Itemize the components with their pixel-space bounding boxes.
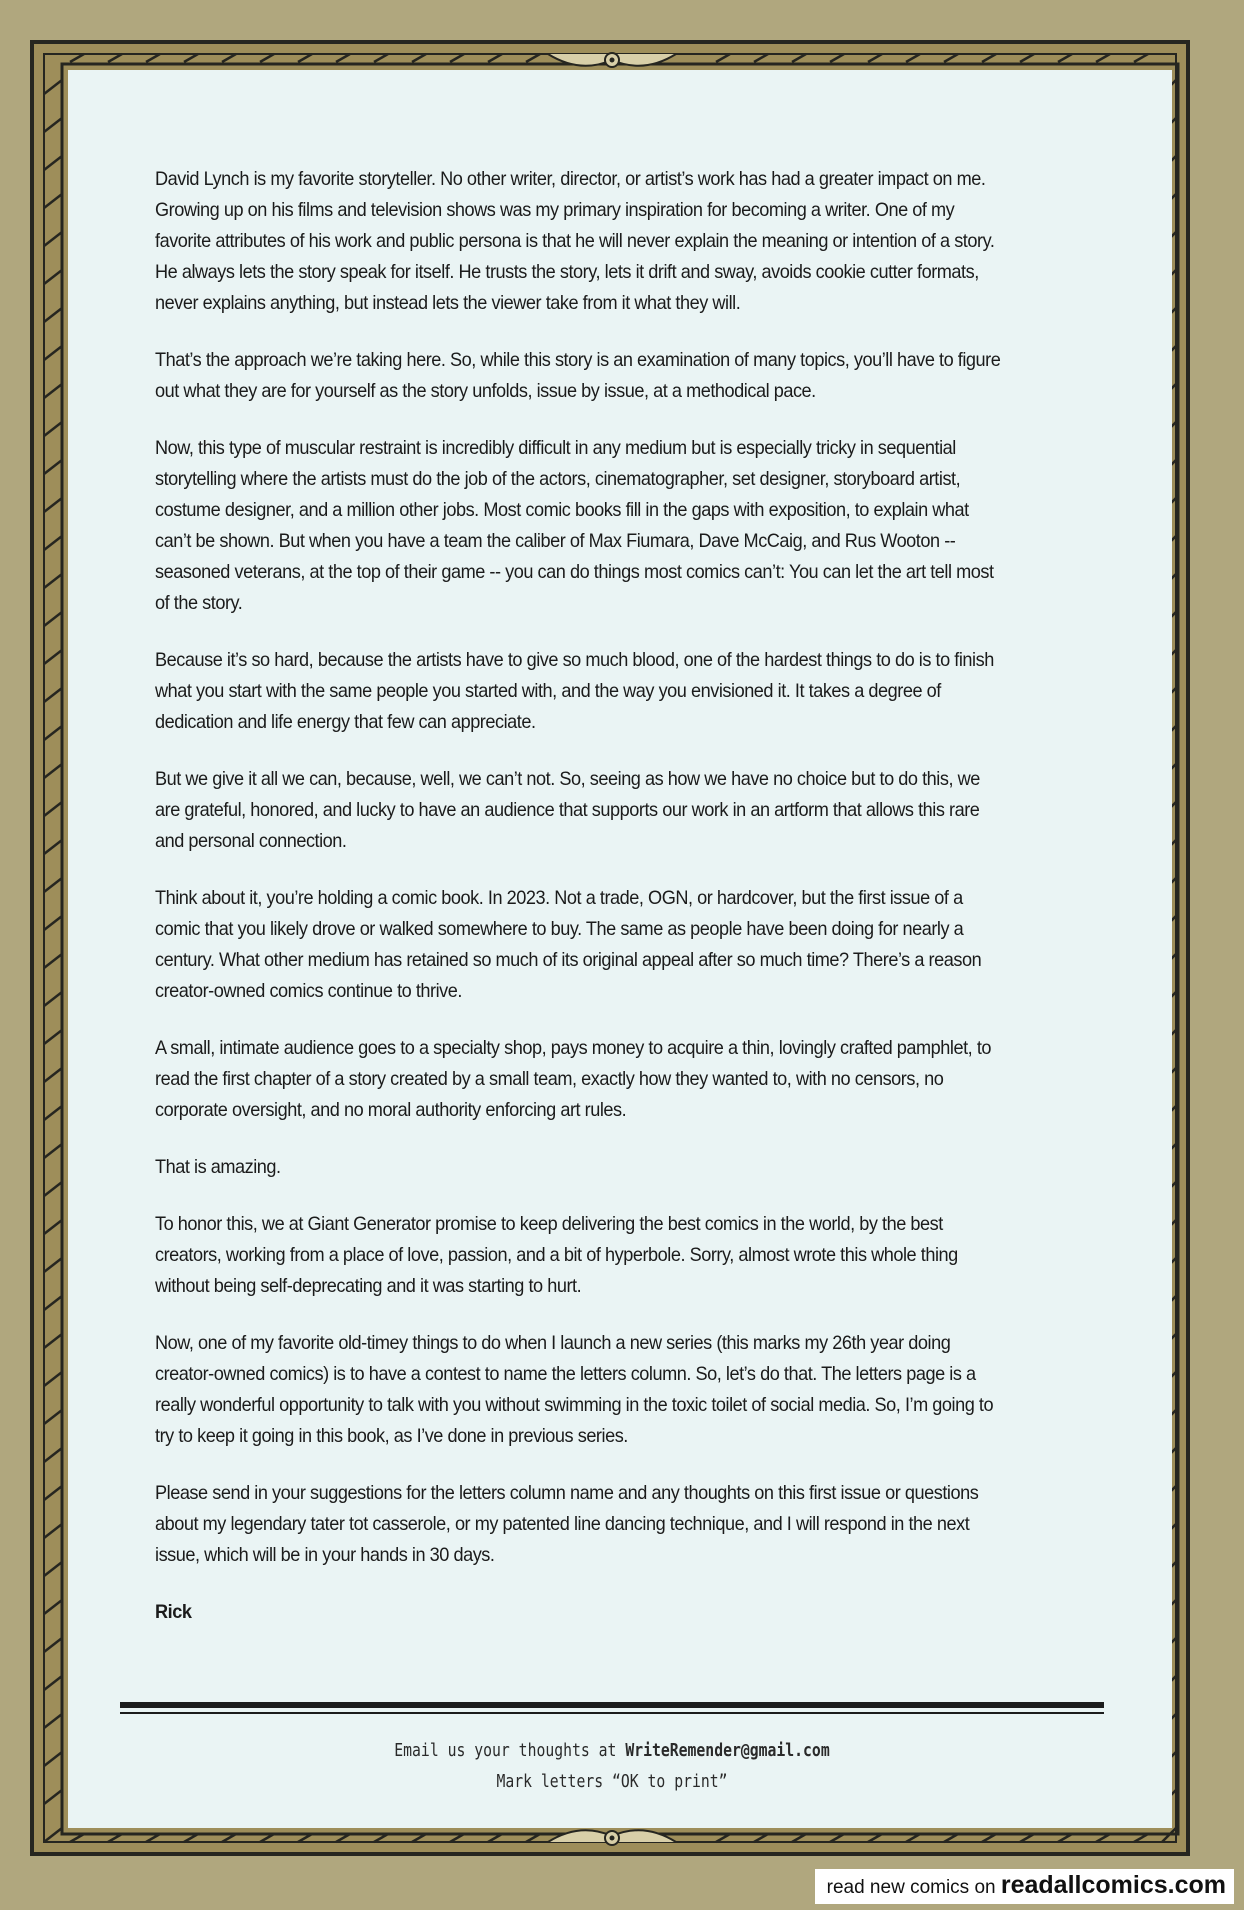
letters-footer	[209, 1735, 1016, 1797]
email-prefix: Email us your thoughts at	[394, 1740, 626, 1761]
letter-paragraph: Think about it, you’re holding a comic book. In 2023. Not a trade, OGN, or hardcover, but the first issue of a comic that you likely drove or walked somewhere to buy. The same as people have been doing for nearly a century. What other medium has retained so much of its original appeal after so much time? There’s a reason creator-owned comics continue to thrive.	[155, 887, 982, 1002]
letter-signoff: Rick	[155, 1601, 192, 1623]
print-note: Mark letters “OK to print”	[496, 1771, 728, 1792]
letter-paragraph: Now, this type of muscular restraint is incredibly difficult in any medium but is especially tricky in sequential storytelling where the artists must do the job of the actors, cinematographer, set designer, storyboard artist, costume designer, and a million other jobs. Most comic books fill in the gaps with exposition, to explain what can’t be shown. But when you have a team the caliber of Max Fiumara, Dave McCaig, and Rus Wooton -- seasoned veterans, at the top of their game -- you can do things most comics can’t: You can let the art tell most of the story.	[155, 437, 994, 614]
site-watermark[interactable]	[815, 1869, 1234, 1904]
email-line	[209, 1735, 1016, 1766]
letter-paragraph: Please send in your suggestions for the letters column name and any thoughts on this first issue or questions about my legendary tater tot casserole, or my patented line dancing technique, and I will respond in the next issue, which will be in your hands in 30 days.	[155, 1482, 979, 1566]
watermark-site[interactable]: readallcomics.com	[1000, 1871, 1226, 1899]
letter-paragraph: But we give it all we can, because, well, we can’t not. So, seeing as how we have no choice but to do this, we are grateful, honored, and lucky to have an audience that supports our work in an artform that allows this rare and personal connection.	[155, 768, 980, 852]
divider-thin	[120, 1712, 1104, 1714]
letter-paragraph: To honor this, we at Giant Generator promise to keep delivering the best comics in the world, by the best creators, working from a place of love, passion, and a bit of hyperbole. Sorry, almost wrote this whole thing without being self-deprecating and it was starting to hurt.	[155, 1213, 958, 1297]
letter-paragraph: A small, intimate audience goes to a specialty shop, pays money to acquire a thin, lovingly crafted pamphlet, to read the first chapter of a story created by a small team, exactly how they wanted to, with no censors, no corporate oversight, and no moral authority enforcing art rules.	[155, 1037, 992, 1121]
letter-body	[155, 164, 1001, 1654]
letter-panel	[68, 70, 1172, 1828]
letter-paragraph: That is amazing.	[155, 1156, 281, 1178]
watermark-prefix: read new comics on	[826, 1877, 1001, 1898]
letter-paragraph: David Lynch is my favorite storyteller. No other writer, director, or artist’s work has had a greater impact on me. Growing up on his films and television shows was my primary inspiration for becoming a writer. One of my favorite attributes of his work and public persona is that he will never explain the meaning or intention of a story. He always lets the story speak for itself. He trusts the story, lets it drift and sway, avoids cookie cutter formats, never explains anything, but instead lets the viewer take from it what they will.	[155, 168, 995, 314]
letter-paragraph: That’s the approach we’re taking here. So, while this story is an examination of many topics, you’ll have to figure out what they are for yourself as the story unfolds, issue by issue, at a methodical pace.	[155, 349, 1001, 402]
email-link[interactable]: WriteRemender@gmail.com	[625, 1740, 830, 1761]
letter-paragraph: Because it’s so hard, because the artists have to give so much blood, one of the hardest things to do is to finish what you start with the same people you started with, and the way you envisioned it. It takes a degree of dedication and life energy that few can appreciate.	[155, 649, 994, 733]
divider-thick	[120, 1702, 1104, 1708]
letter-paragraph: Now, one of my favorite old-timey things to do when I launch a new series (this marks my 26th year doing creator-owned comics) is to have a contest to name the letters column. So, let’s do that. The letters page is a really wonderful opportunity to talk with you without swimming in the toxic toilet of social media. So, I’m going to try to keep it going in this book, as I’ve done in previous series.	[155, 1332, 994, 1447]
